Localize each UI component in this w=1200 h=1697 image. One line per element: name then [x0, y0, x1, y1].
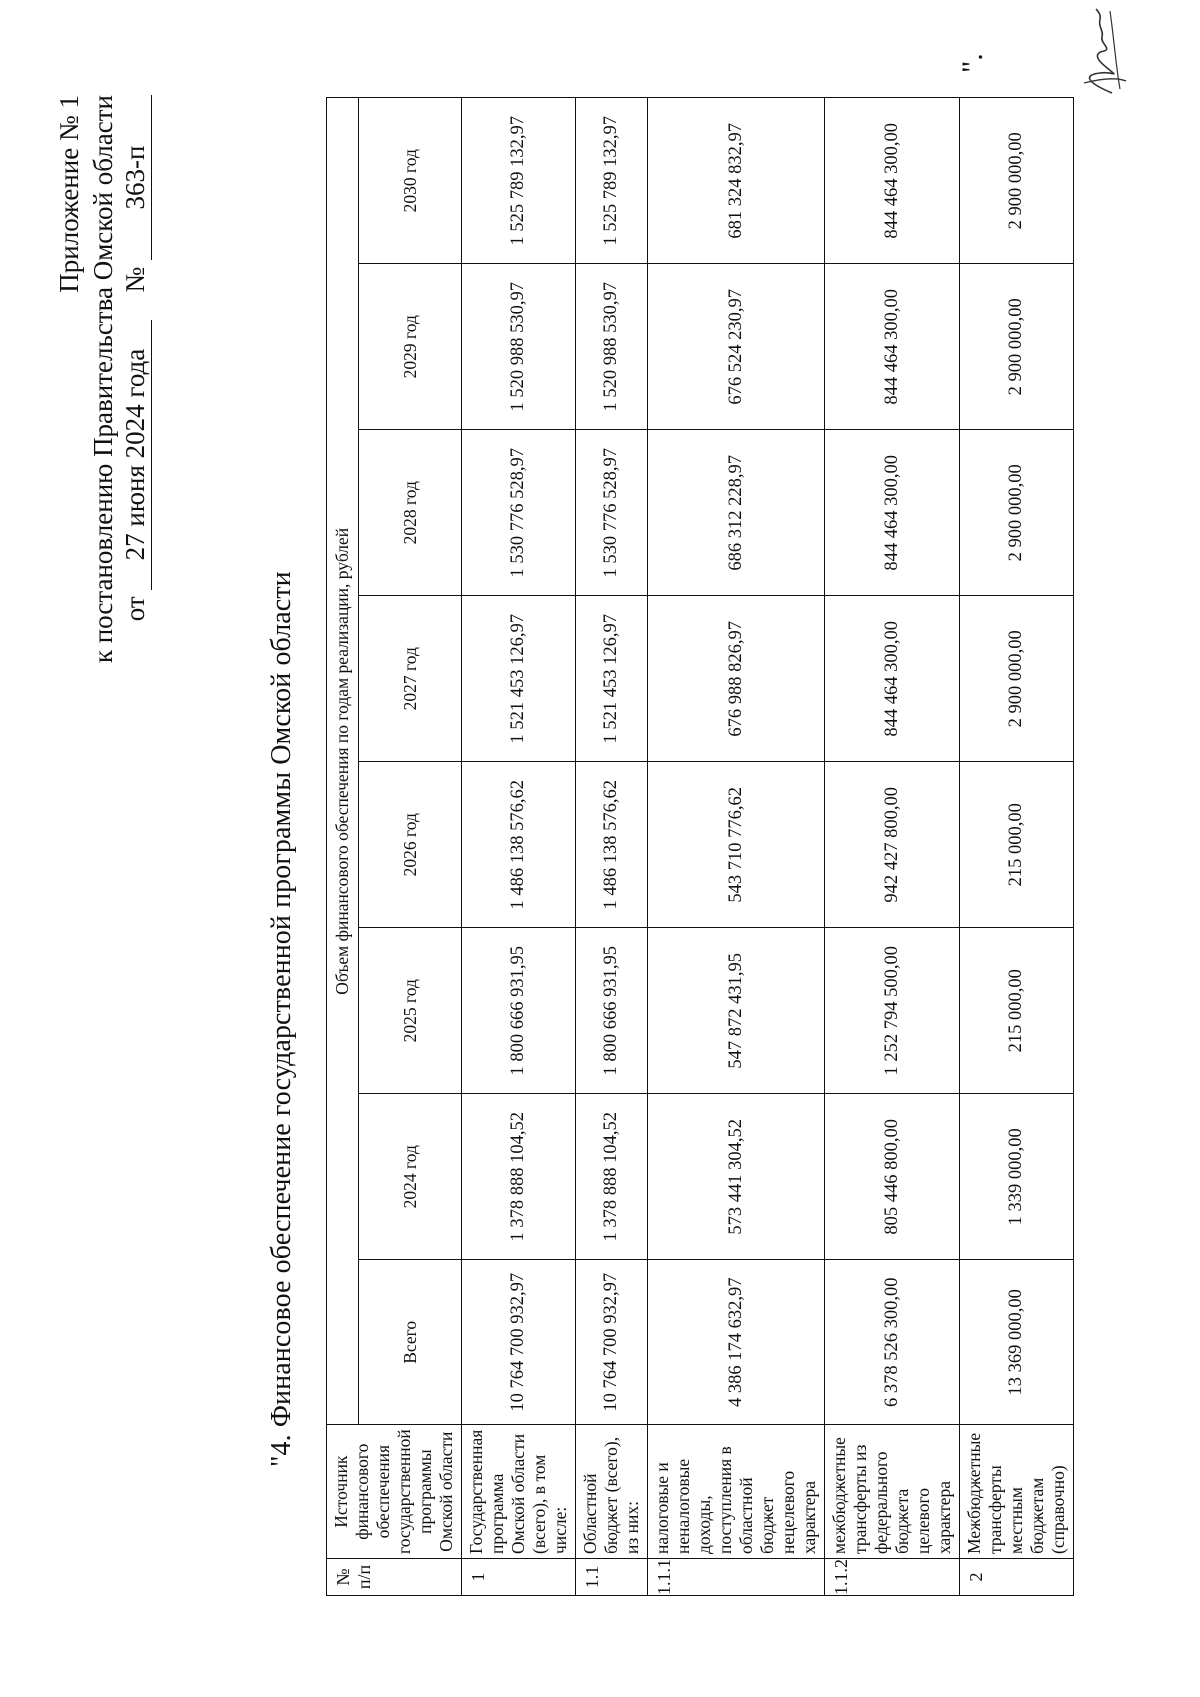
- value-cell: 1 530 776 528,97: [462, 430, 576, 596]
- value-cell: 844 464 300,00: [825, 596, 960, 762]
- row-number: 1: [462, 1559, 576, 1596]
- table-row: [960, 98, 1074, 1596]
- resolution-date: 27 июня 2024 года: [120, 320, 152, 590]
- value-cell: 1 378 888 104,52: [462, 1094, 576, 1260]
- value-cell: 1 800 666 931,95: [462, 928, 576, 1094]
- header-cell-year: 2028 год: [359, 430, 462, 596]
- value-cell: 2 900 000,00: [960, 430, 1074, 596]
- financing-table: [326, 97, 1074, 1596]
- table-row: [825, 98, 960, 1596]
- header-cell-year: 2025 год: [359, 928, 462, 1094]
- table-row: [462, 98, 576, 1596]
- value-cell: 10 764 700 932,97: [462, 1260, 576, 1425]
- table-row: [576, 98, 648, 1596]
- value-cell: 4 386 174 632,97: [648, 1260, 825, 1425]
- header-cell-source: Источник финансового обеспечения государственной программы Омской области: [327, 1425, 462, 1559]
- value-cell: 1 486 138 576,62: [462, 762, 576, 928]
- value-cell: 844 464 300,00: [825, 98, 960, 264]
- value-cell: 1 252 794 500,00: [825, 928, 960, 1094]
- value-cell: 676 988 826,97: [648, 596, 825, 762]
- row-number: 1.1: [576, 1559, 648, 1596]
- resolution-number: 363-п: [120, 95, 152, 260]
- value-cell: 681 324 832,97: [648, 98, 825, 264]
- value-cell: 1 530 776 528,97: [576, 430, 648, 596]
- header-cell-number: № п/п: [327, 1559, 462, 1596]
- row-number: 1.1.2: [825, 1559, 960, 1596]
- row-source: межбюджетные трансферты из федерального бюджета целевого характера: [825, 1425, 960, 1559]
- value-cell: 1 378 888 104,52: [576, 1094, 648, 1260]
- handwritten-signature: [1070, 7, 1130, 97]
- date-prefix: от: [120, 596, 150, 622]
- value-cell: 547 872 431,95: [648, 928, 825, 1094]
- value-cell: 543 710 776,62: [648, 762, 825, 928]
- closing-quote: ".: [956, 53, 989, 73]
- row-source: Межбюджетные трансферты местным бюджетам (справочно): [960, 1425, 1074, 1559]
- row-source: Государственная программа Омской области (всего), в том числе:: [462, 1425, 576, 1559]
- value-cell: 942 427 800,00: [825, 762, 960, 928]
- row-source: налоговые и неналоговые доходы, поступления в областной бюджет нецелевого характера: [648, 1425, 825, 1559]
- value-cell: 2 900 000,00: [960, 264, 1074, 430]
- value-cell: 215 000,00: [960, 928, 1074, 1094]
- header-cell-year: 2026 год: [359, 762, 462, 928]
- value-cell: 1 486 138 576,62: [576, 762, 648, 928]
- value-cell: 676 524 230,97: [648, 264, 825, 430]
- table-header-row: [327, 98, 359, 1596]
- header-cell-year: Всего: [359, 1260, 462, 1425]
- value-cell: 1 800 666 931,95: [576, 928, 648, 1094]
- value-cell: 215 000,00: [960, 762, 1074, 928]
- header-cell-year: 2030 год: [359, 98, 462, 264]
- value-cell: 686 312 228,97: [648, 430, 825, 596]
- table-header-years-row: [359, 98, 462, 1596]
- value-cell: 573 441 304,52: [648, 1094, 825, 1260]
- appendix-label: Приложение № 1: [54, 95, 84, 293]
- date-line: [120, 95, 152, 621]
- value-cell: 1 520 988 530,97: [576, 264, 648, 430]
- value-cell: 844 464 300,00: [825, 264, 960, 430]
- value-cell: 2 900 000,00: [960, 596, 1074, 762]
- value-cell: 805 446 800,00: [825, 1094, 960, 1260]
- value-cell: 10 764 700 932,97: [576, 1260, 648, 1425]
- table-row: [648, 98, 825, 1596]
- value-cell: 1 339 000,00: [960, 1094, 1074, 1260]
- value-cell: 844 464 300,00: [825, 430, 960, 596]
- value-cell: 1 521 453 126,97: [576, 596, 648, 762]
- number-prefix: №: [120, 266, 150, 293]
- value-cell: 1 525 789 132,97: [576, 98, 648, 264]
- header-cell-year: 2024 год: [359, 1094, 462, 1260]
- value-cell: 1 521 453 126,97: [462, 596, 576, 762]
- value-cell: 1 525 789 132,97: [462, 98, 576, 264]
- row-number: 1.1.1: [648, 1559, 825, 1596]
- header-cell-year: 2029 год: [359, 264, 462, 430]
- value-cell: 6 378 526 300,00: [825, 1260, 960, 1425]
- header-cell-year: 2027 год: [359, 596, 462, 762]
- value-cell: 13 369 000,00: [960, 1260, 1074, 1425]
- row-source: Областной бюджет (всего), из них:: [576, 1425, 648, 1559]
- row-number: 2: [960, 1559, 1074, 1596]
- value-cell: 2 900 000,00: [960, 98, 1074, 264]
- value-cell: 1 520 988 530,97: [462, 264, 576, 430]
- section-title: "4. Финансовое обеспечение государственной программы Омской области: [266, 571, 297, 1467]
- resolution-label: к постановлению Правительства Омской области: [88, 95, 118, 664]
- header-cell-volume: Объем финансового обеспечения по годам реализации, рублей: [327, 98, 359, 1425]
